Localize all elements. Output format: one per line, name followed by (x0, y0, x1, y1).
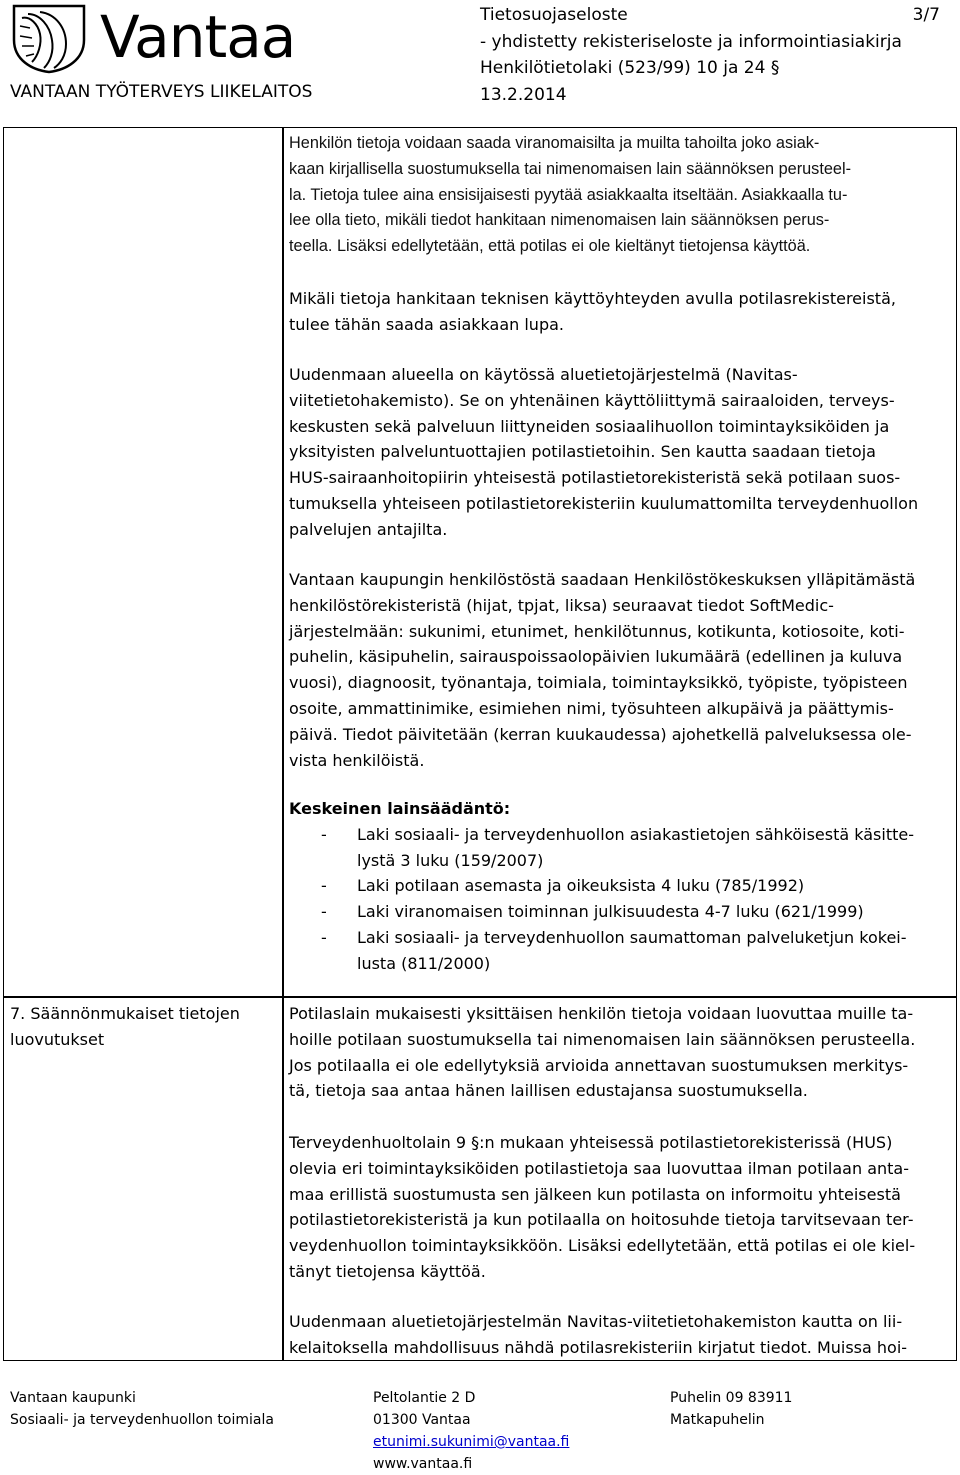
vantaa-logo-text: Vantaa (100, 3, 296, 71)
vantaa-crest-logo-icon (10, 4, 88, 74)
section-7-label: 7. Säännönmukaiset tietojen luovutukset (10, 1004, 240, 1049)
law-item: - Laki sosiaali- ja terveydenhuollon saumattoman palveluketjun kokei- lusta (811/2000) (321, 927, 907, 973)
section-7-paragraph-patient-law: Potilaslain mukaisesti yksittäisen henkilön tietoja voidaan luovuttaa muille ta- hoille potilaan suostumuksella tai nimenomaisen lain säännöksen perusteella. Jos potilaalla ei ole edellytyksiä arvioida annettavan suostumuksen merkitys- tä, tietoja saa antaa hänen laillisen edustajansa suostumuksella. (289, 1004, 916, 1101)
document-info (480, 2, 902, 108)
footer-address: Peltolantie 2 D 01300 Vantaa etunimi.sukunimi@vantaa.fi www.vantaa.fi (373, 1390, 570, 1472)
law-item: - Laki potilaan asemasta ja oikeuksista 4 luku (785/1992) (321, 876, 805, 896)
section-7-paragraph-navitas-access: Uudenmaan aluetietojärjestelmän Navitas-viitetietohakemiston kautta on lii- kelaitoksella mahdollisuus nähdä potilasrekisteriin kirjatut tiedot. Muissa hoi- (289, 1312, 908, 1357)
paragraph-navitas: Uudenmaan alueella on käytössä aluetietojärjestelmä (Navitas- viitetietohakemisto). Se on yhtenäinen käyttöliittymä sairaaloiden, terveys- keskusten sekä palveluun liittyneiden sosiaalihuollon toimintayksiköiden ja yksityisten palveluntuottajien potilastietoihin. Sen kautta saadaan tietoja HUS-sairaanhoitopiirin yhteisestä potilastietorekisteristä sekä potilaan suos- tumuksella yhteiseen potilastietorekisteriin kuulumattomilta terveydenhuollon palvelujen antajilta. (289, 365, 919, 539)
law-item: - Laki viranomaisen toiminnan julkisuudesta 4-7 luku (621/1999) (321, 902, 864, 922)
page-number: 3/7 (912, 5, 940, 25)
organization-name: VANTAAN TYÖTERVEYS LIIKELAITOS (10, 82, 313, 102)
page-header (0, 0, 960, 110)
document-law-reference: Henkilötietolaki (523/99) 10 ja 24 § (480, 58, 780, 78)
law-item: - Laki sosiaali- ja terveydenhuollon asiakastietojen sähköisestä käsitte- lystä 3 luku (159/2007) (321, 824, 914, 870)
footer-website: www.vantaa.fi (373, 1456, 473, 1472)
paragraph-personnel-register: Vantaan kaupungin henkilöstöstä saadaan Henkilöstökeskuksen ylläpitämästä henkilöstörekisteristä (hijat, tpjat, liksa) seuraavat tiedot SoftMedic- järjestelmään: sukunimi, etunimet, henkilötunnus, kotikunta, kotiosoite, koti- puhelin, käsipuhelin, sairauspoissaolopäivien lukumäärä (edellinen ja kuluva vuosi), diagnoosit, työnantaja, toimiala, toimintayksikkö, työpiste, työpisteen osoite, ammattinimike, esimiehen nimi, työsuhteen alkupäivä ja päättymis- päivä. Tiedot päivitetään (kerran kuukaudessa) ajohetkellä palveluksessa ole- vista henkilöistä. (289, 570, 916, 770)
paragraph-technical-access: Mikäli tietoja hankitaan teknisen käyttöyhteyden avulla potilasrekistereistä, tulee tähän saada asiakkaan lupa. (289, 289, 896, 334)
document-date: 13.2.2014 (480, 84, 567, 105)
document-title: Tietosuojaseloste (480, 5, 628, 25)
section-7-paragraph-health-care-act: Terveydenhuoltolain 9 §:n mukaan yhteisessä potilastietorekisterissä (HUS) olevia eri toimintayksiköiden potilastietoja saa luovuttaa ilman potilaan anta- maa erillistä suostumusta sen jälkeen kun potilasta on informoitu yhteisestä potilastietorekisteristä ja kun potilaalla on hoitosuhde tietoja tarvitsevaan ter- veydenhuollon toimintayksikköön. Lisäksi edellytetään, että potilas ei ole kiel- tänyt tietojensa käyttöä. (289, 1133, 916, 1281)
laws-heading: Keskeinen lainsäädäntö: (289, 799, 511, 818)
paragraph-data-sources: Henkilön tietoja voidaan saada viranomaisilta ja muilta tahoilta joko asiak- kaan kirjallisella suostumuksella tai nimenomaisen lain säännöksen perusteel- la. Tietoja tulee aina ensisijaisesti pyytää asiakkaalta itseltään. Asiakkaalla tu- lee olla tieto, mikäli tiedot hankitaan nimenomaisen lain säännöksen perus- teella. Lisäksi edellytetään, että potilas ei ole kieltänyt tietojensa käyttöä. (289, 134, 851, 256)
footer-organization: Vantaan kaupunki Sosiaali- ja terveydenhuollon toimiala (10, 1390, 274, 1428)
column-divider (282, 127, 284, 1361)
laws-list (289, 796, 947, 977)
footer-email-link[interactable]: etunimi.sukunimi@vantaa.fi (373, 1434, 570, 1450)
document-subtitle: - yhdistetty rekisteriseloste ja informointiasiakirja (480, 31, 902, 52)
footer-contact: Puhelin 09 83911 Matkapuhelin (670, 1390, 793, 1428)
row-divider (3, 996, 957, 998)
